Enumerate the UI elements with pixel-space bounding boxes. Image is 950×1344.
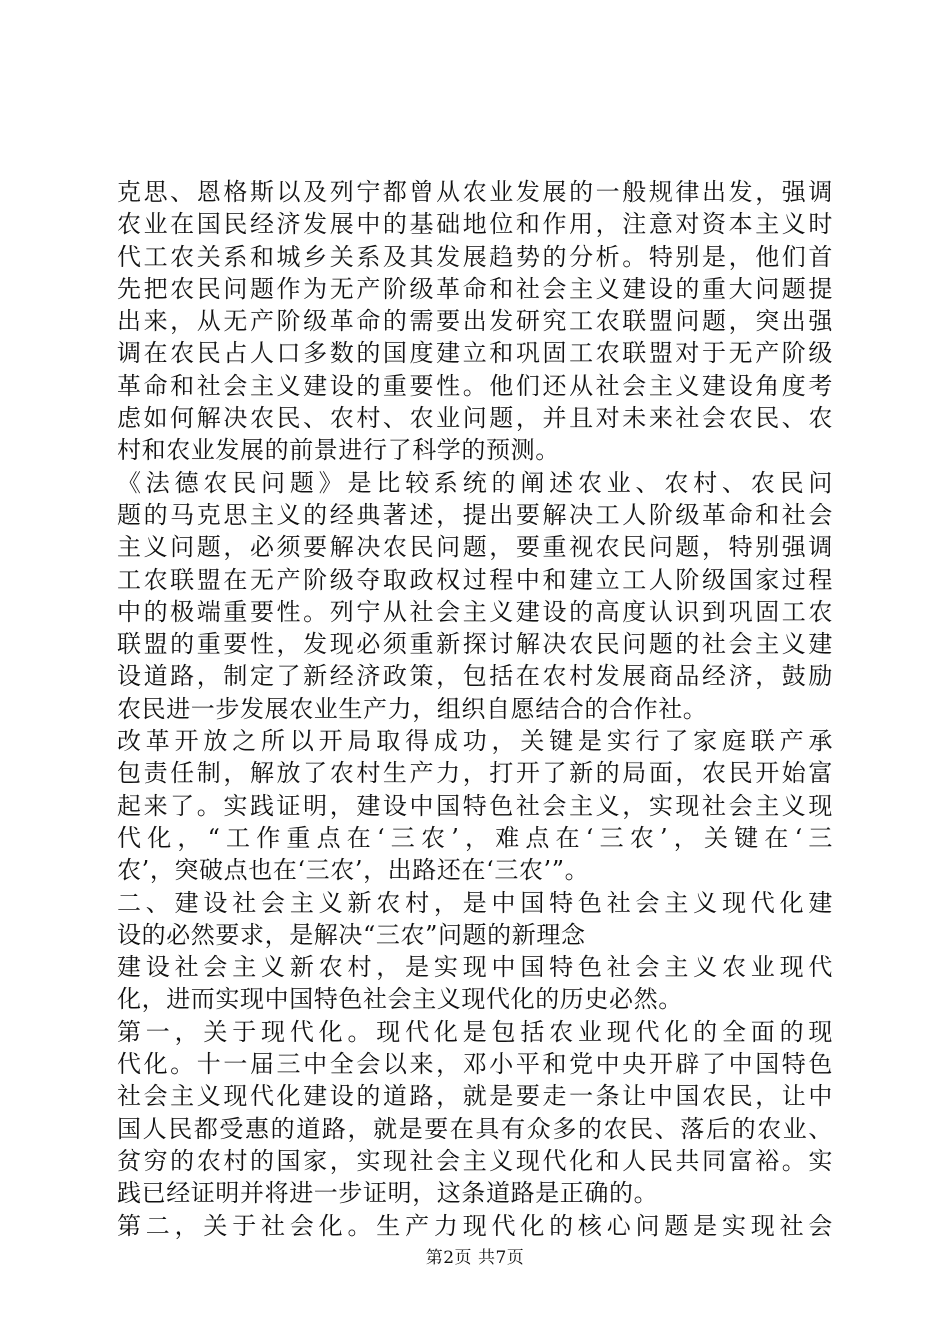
body-text [117,176,833,1242]
text-line: 工农联盟在无产阶级夺取政权过程中和建立工人阶级国家过程 [117,565,833,594]
text-line: 第二，关于社会化。生产力现代化的核心问题是实现社会 [117,1211,833,1240]
text-line: 设道路，制定了新经济政策，包括在农村发展商品经济，鼓励 [117,662,833,691]
text-line: 出来，从无产阶级革命的需要出发研究工农联盟问题，突出强 [117,307,833,336]
text-line: 中的极端重要性。列宁从社会主义建设的高度认识到巩固工农 [117,597,833,626]
text-line: 贫穷的农村的国家，实现社会主义现代化和人民共同富裕。实 [117,1146,833,1175]
text-line: 主义问题，必须要解决农民问题，要重视农民问题，特别强调 [117,533,833,562]
text-line: 包责任制，解放了农村生产力，打开了新的局面，农民开始富 [117,759,833,788]
text-line: 起来了。实践证明，建设中国特色社会主义，实现社会主义现 [117,791,833,820]
text-line: 《法德农民问题》是比较系统的阐述农业、农村、农民问 [117,468,833,497]
text-line: 虑如何解决农民、农村、农业问题，并且对未来社会农民、农 [117,404,833,433]
text-line: 第一，关于现代化。现代化是包括农业现代化的全面的现 [117,1017,833,1046]
text-line: 调在农民占人口多数的国度建立和巩固工农联盟对于无产阶级 [117,339,833,368]
text-line: 农业在国民经济发展中的基础地位和作用，注意对资本主义时 [117,210,833,239]
text-line: 设的必然要求，是解决“三农”问题的新理念 [117,920,586,949]
text-line: 代化。十一届三中全会以来，邓小平和党中央开辟了中国特色 [117,1050,833,1079]
page-footer: 第2页 共7页 [425,1248,525,1268]
text-line: 克思、恩格斯以及列宁都曾从农业发展的一般规律出发，强调 [117,178,833,206]
text-line: 社会主义现代化建设的道路，就是要走一条让中国农民，让中 [117,1082,833,1111]
text-line: 联盟的重要性，发现必须重新探讨解决农民问题的社会主义建 [117,630,833,659]
text-line: 建设社会主义新农村，是实现中国特色社会主义农业现代 [117,953,833,982]
text-line: 农’，突破点也在‘三农’，出路还在‘三农’”。 [117,856,590,885]
text-line: 化，进而实现中国特色社会主义现代化的历史必然。 [117,985,683,1014]
text-line: 践已经证明并将进一步证明，这条道路是正确的。 [117,1179,659,1208]
text-line: 村和农业发展的前景进行了科学的预测。 [117,436,560,465]
text-line: 革命和社会主义建设的重要性。他们还从社会主义建设角度考 [117,371,833,400]
text-line: 二、建设社会主义新农村，是中国特色社会主义现代化建 [117,888,833,917]
text-line: 农民进一步发展农业生产力，组织自愿结合的合作社。 [117,694,708,723]
text-line: 代化，“工作重点在‘三农’，难点在‘三农’，关键在‘三 [117,823,833,852]
text-line: 国人民都受惠的道路，就是要在具有众多的农民、落后的农业、 [117,1114,833,1143]
text-line: 改革开放之所以开局取得成功，关键是实行了家庭联产承 [117,727,833,756]
text-line: 先把农民问题作为无产阶级革命和社会主义建设的重大问题提 [117,274,833,303]
text-line: 代工农关系和城乡关系及其发展趋势的分析。特别是，他们首 [117,242,833,271]
text-line: 题的马克思主义的经典著述，提出要解决工人阶级革命和社会 [117,500,833,529]
